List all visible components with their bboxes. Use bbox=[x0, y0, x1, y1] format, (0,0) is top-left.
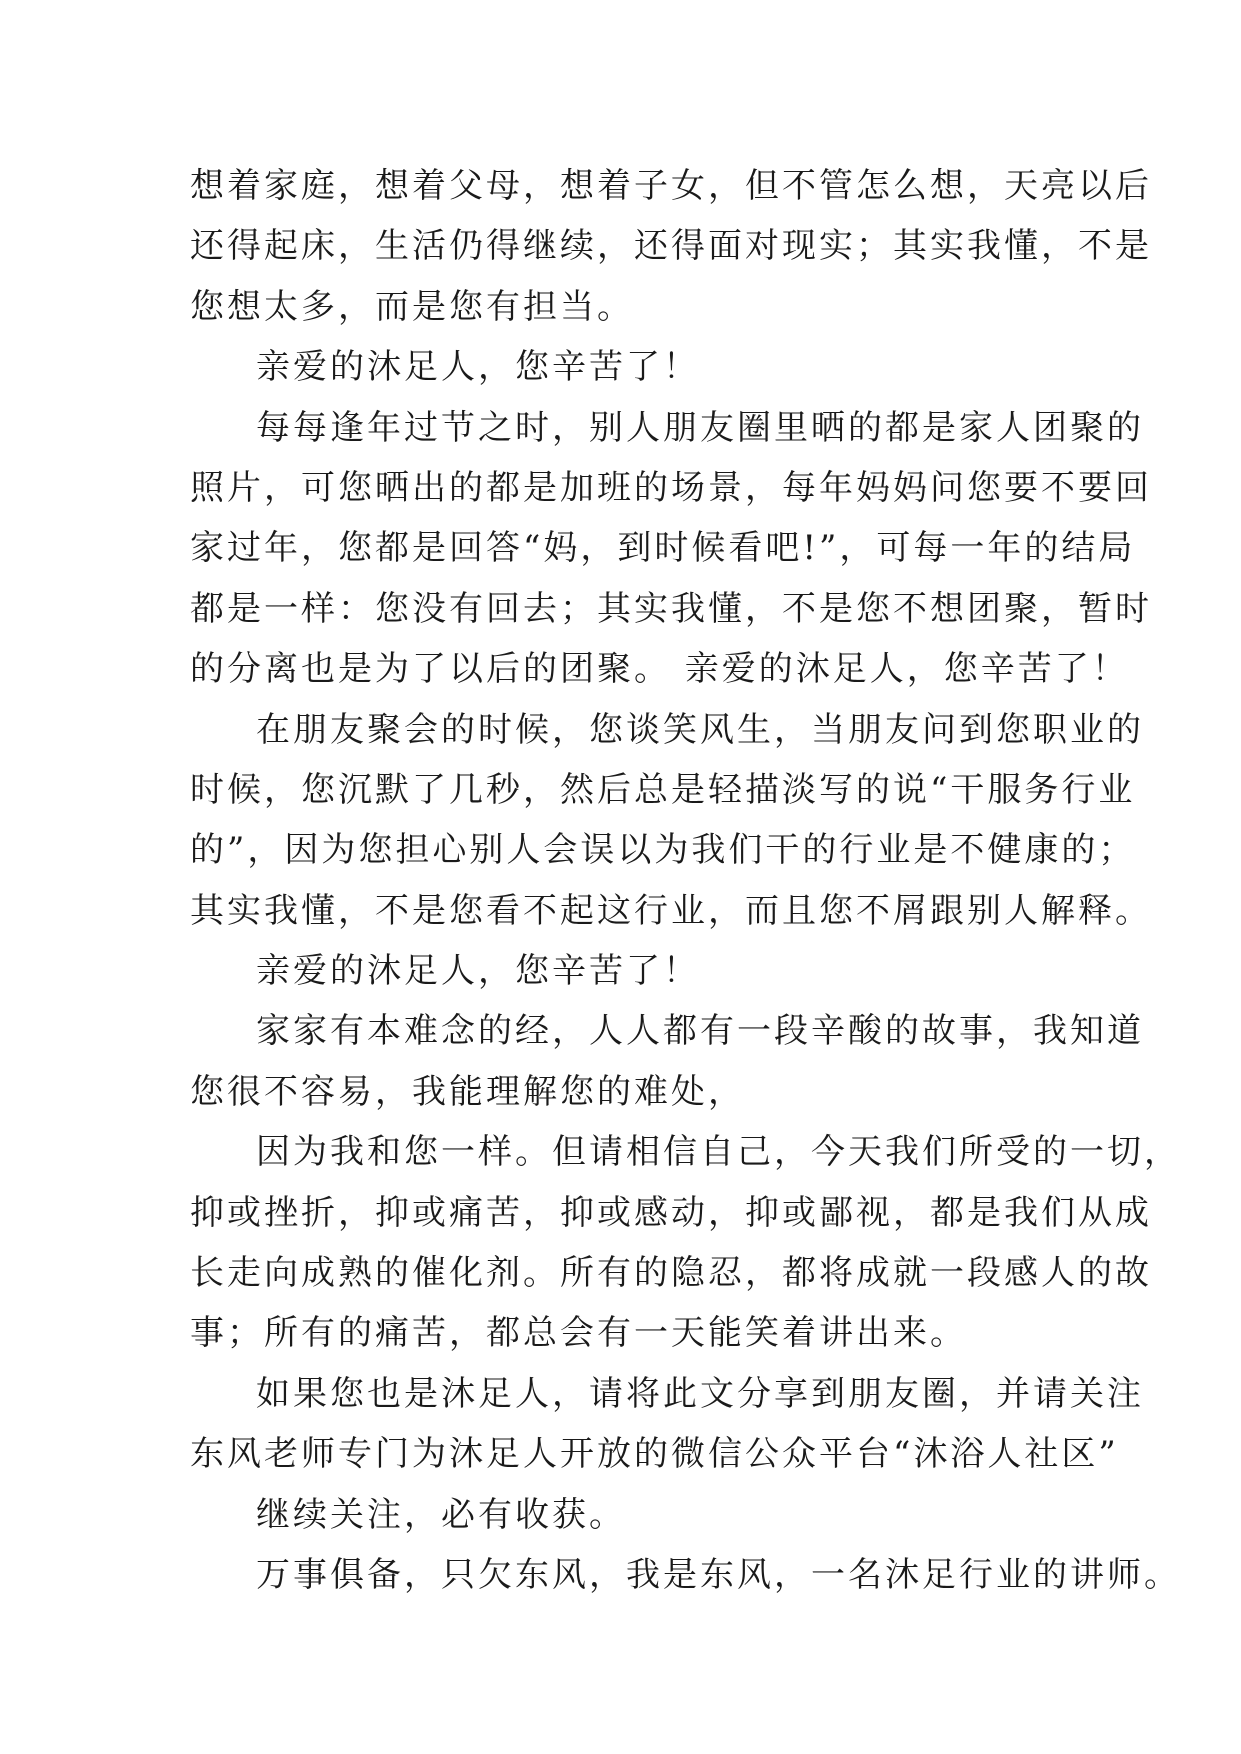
text-line: 家家有本难念的经，人人都有一段辛酸的故事，我知道 bbox=[256, 1011, 1144, 1052]
text-line: 事；所有的痛苦，都总会有一天能笑着讲出来。 bbox=[190, 1313, 967, 1354]
text-line: 您很不容易，我能理解您的难处， bbox=[190, 1071, 745, 1112]
text-line: 其实我懂，不是您看不起这行业，而且您不屑跟别人解释。 bbox=[190, 890, 1152, 931]
document-body bbox=[190, 156, 1181, 1605]
text-line: 因为我和您一样。但请相信自己，今天我们所受的一切， bbox=[256, 1132, 1181, 1173]
text-line: 时候，您沉默了几秒，然后总是轻描淡写的说“干服务行业 bbox=[190, 769, 1136, 810]
text-line: 继续关注，必有收获。 bbox=[256, 1494, 626, 1535]
text-line: 如果您也是沐足人，请将此文分享到朋友圈，并请关注 bbox=[256, 1373, 1144, 1414]
text-line: 万事俱备，只欠东风，我是东风，一名沐足行业的讲师。 bbox=[256, 1554, 1181, 1595]
text-line: 抑或挫折，抑或痛苦，抑或感动，抑或鄙视，都是我们从成 bbox=[190, 1192, 1152, 1233]
text-line: 东风老师专门为沐足人开放的微信公众平台“沐浴人社区” bbox=[190, 1434, 1119, 1475]
text-line: 每每逢年过节之时，别人朋友圈里晒的都是家人团聚的 bbox=[256, 407, 1144, 448]
text-line: 您想太多，而是您有担当。 bbox=[190, 286, 634, 327]
text-line: 在朋友聚会的时候，您谈笑风生，当朋友问到您职业的 bbox=[256, 709, 1144, 750]
text-line: 都是一样：您没有回去；其实我懂，不是您不想团聚，暂时 bbox=[190, 588, 1152, 629]
text-line: 还得起床，生活仍得继续，还得面对现实；其实我懂，不是 bbox=[190, 226, 1152, 267]
text-line: 长走向成熟的催化剂。所有的隐忍，都将成就一段感人的故 bbox=[190, 1253, 1152, 1294]
text-line: 亲爱的沐足人，您辛苦了！ bbox=[256, 951, 700, 992]
text-line: 亲爱的沐足人，您辛苦了！ bbox=[256, 347, 700, 388]
text-line: 照片，可您晒出的都是加班的场景，每年妈妈问您要不要回 bbox=[190, 467, 1152, 508]
text-line: 的分离也是为了以后的团聚。 亲爱的沐足人，您辛苦了！ bbox=[190, 649, 1129, 690]
text-line: 家过年，您都是回答“妈，到时候看吧!”，可每一年的结局 bbox=[190, 528, 1136, 569]
text-line: 想着家庭，想着父母，想着子女，但不管怎么想，天亮以后 bbox=[190, 166, 1152, 206]
text-line: 的”，因为您担心别人会误以为我们干的行业是不健康的； bbox=[190, 830, 1136, 871]
